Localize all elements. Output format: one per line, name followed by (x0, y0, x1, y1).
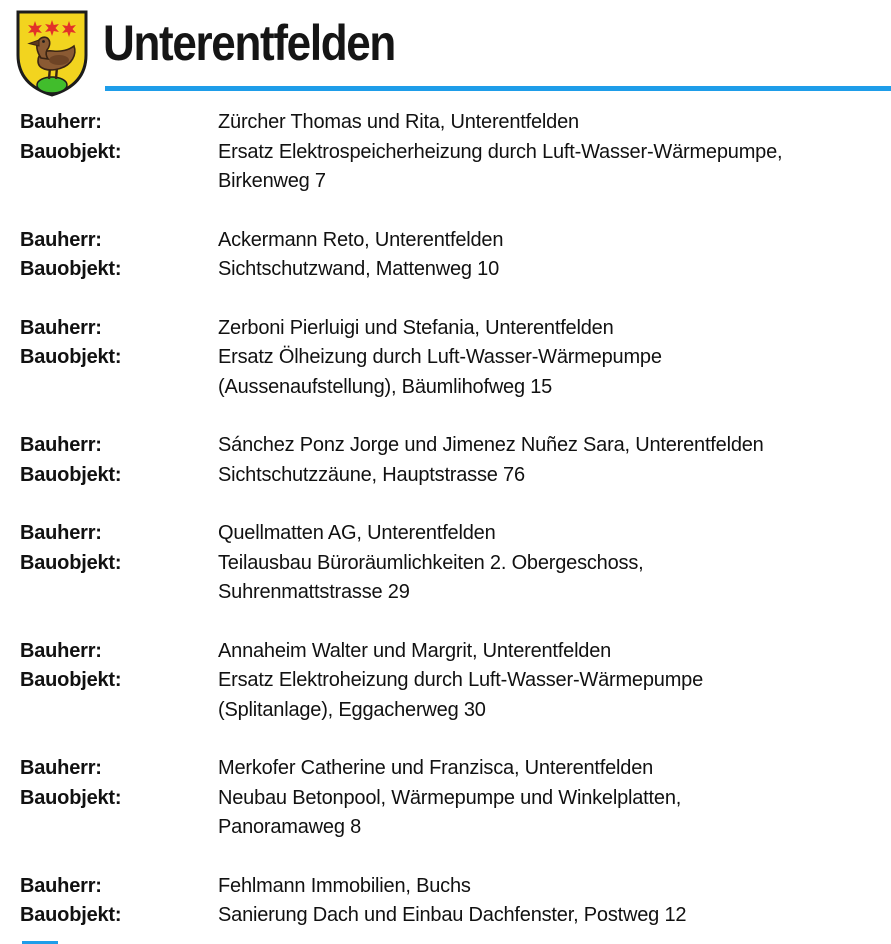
field-value: Sanierung Dach und Einbau Dachfenster, Postweg 12 (218, 904, 687, 926)
title-divider (105, 86, 891, 91)
field-label: Bauobjekt: (20, 669, 122, 691)
permit-entry (20, 637, 883, 726)
entry-row (20, 431, 883, 461)
field-value: (Splitanlage), Eggacherweg 30 (218, 698, 486, 721)
field-value: Teilausbau Büroräumlichkeiten 2. Obergeschoss, (218, 551, 644, 574)
permit-entry (20, 431, 883, 490)
entry-row (20, 901, 883, 931)
entry-row (20, 637, 883, 667)
entry-row (20, 226, 883, 256)
entry-row (20, 461, 883, 491)
mound-shape (37, 77, 67, 93)
field-value: (Aussenaufstellung), Bäumlihofweg 15 (218, 375, 553, 398)
field-value: Ersatz Elektroheizung durch Luft-Wasser-Wärmepumpe (218, 669, 704, 691)
field-value: Merkofer Catherine und Franzisca, Unterentfelden (218, 757, 654, 779)
field-label: Bauherr: (20, 639, 102, 662)
entry-row (20, 373, 883, 403)
field-label: Bauobjekt: (20, 551, 122, 574)
field-value: Sichtschutzzäune, Hauptstrasse 76 (218, 463, 525, 486)
field-value: Ackermann Reto, Unterentfelden (218, 228, 504, 251)
field-value: Suhrenmattstrasse 29 (218, 581, 410, 603)
field-label: Bauherr: (20, 522, 102, 544)
entry-row (20, 108, 883, 138)
entry-row (20, 784, 883, 814)
entry-row (20, 696, 883, 726)
unterentfelden-coat-of-arms-icon (14, 9, 90, 97)
field-value: Sichtschutzwand, Mattenweg 10 (218, 258, 500, 280)
entry-row (20, 549, 883, 579)
permit-entry (20, 314, 883, 403)
field-label: Bauobjekt: (20, 904, 122, 926)
field-value: Sánchez Ponz Jorge und Jimenez Nuñez Sara, Unterentfelden (218, 434, 764, 456)
entry-row (20, 754, 883, 784)
entry-row (20, 343, 883, 373)
field-value: Ersatz Ölheizung durch Luft-Wasser-Wärmepumpe (218, 346, 662, 368)
entry-row (20, 138, 883, 168)
field-value: Quellmatten AG, Unterentfelden (218, 522, 496, 544)
field-label: Bauobjekt: (20, 786, 122, 809)
field-label: Bauobjekt: (20, 258, 122, 280)
entry-row (20, 255, 883, 285)
field-label: Bauherr: (20, 434, 102, 456)
field-value: Birkenweg 7 (218, 170, 326, 192)
field-label: Bauherr: (20, 111, 102, 133)
permit-entry (20, 754, 883, 843)
field-label (20, 373, 218, 403)
municipality-header (0, 0, 891, 108)
field-label (20, 813, 218, 843)
field-value: Zerboni Pierluigi und Stefania, Unterentfelden (218, 316, 614, 339)
permit-entry (20, 872, 883, 931)
entry-row (20, 519, 883, 549)
permit-entry (20, 519, 883, 608)
permit-entry (20, 226, 883, 285)
field-label (20, 696, 218, 726)
entry-row (20, 872, 883, 902)
field-value: Neubau Betonpool, Wärmepumpe und Winkelplatten, (218, 786, 682, 809)
field-label: Bauobjekt: (20, 346, 122, 368)
entry-row (20, 578, 883, 608)
field-label: Bauherr: (20, 316, 102, 339)
entry-row (20, 167, 883, 197)
permit-entry (20, 108, 883, 197)
field-value: Panoramaweg 8 (218, 816, 362, 838)
field-value: Ersatz Elektrospeicherheizung durch Luft-Wasser-Wärmepumpe, (218, 140, 783, 163)
page-title: Unterentfelden (103, 15, 395, 71)
field-label: Bauherr: (20, 228, 102, 251)
entry-row (20, 314, 883, 344)
field-label (20, 578, 218, 608)
field-value: Fehlmann Immobilien, Buchs (218, 874, 471, 897)
field-label: Bauobjekt: (20, 463, 122, 486)
field-label: Bauherr: (20, 874, 102, 897)
field-label (20, 167, 218, 197)
field-label: Bauobjekt: (20, 140, 122, 163)
entries-list (0, 108, 891, 931)
entry-row (20, 666, 883, 696)
entry-row (20, 813, 883, 843)
field-value: Annaheim Walter und Margrit, Unterentfelden (218, 639, 612, 662)
field-value: Zürcher Thomas und Rita, Unterentfelden (218, 111, 579, 133)
field-label: Bauherr: (20, 757, 102, 779)
stars (28, 20, 76, 37)
